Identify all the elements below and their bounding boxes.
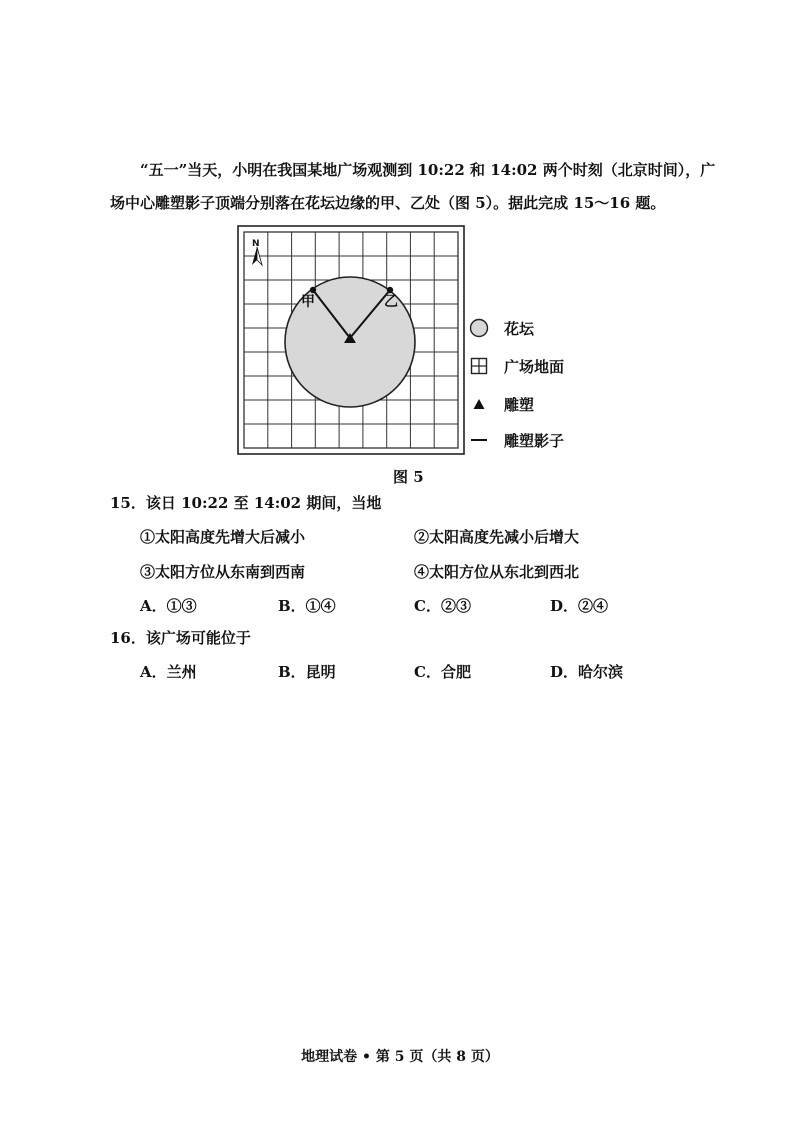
q15-choice-a: A．①③ — [140, 597, 197, 615]
q15-statement-1: ①太阳高度先增大后减小 — [140, 528, 306, 546]
plaza-diagram — [236, 224, 466, 456]
q16-choice-c: C．合肥 — [414, 663, 471, 681]
q15-choice-d: D．②④ — [550, 597, 609, 615]
point-yi-dot — [387, 287, 393, 293]
passage-line-2: 场中心雕塑影子顶端分别落在花坛边缘的甲、乙处（图 5）。据此完成 15～16 题。 — [110, 194, 666, 212]
line-icon — [468, 429, 490, 451]
triangle-icon — [468, 393, 490, 415]
point-jia-label: 甲 — [301, 294, 315, 310]
q16-choice-b: B．昆明 — [278, 663, 336, 681]
flowerbed-circle-icon — [468, 317, 490, 339]
q15-statement-2: ②太阳高度先减小后增大 — [414, 528, 580, 546]
q16-choice-a: A．兰州 — [140, 663, 197, 681]
legend-item-plaza — [468, 354, 564, 378]
figure-5-map — [236, 224, 466, 456]
point-jia-dot — [310, 287, 316, 293]
legend-label-flowerbed: 花坛 — [504, 319, 535, 338]
legend-label-plaza: 广场地面 — [504, 357, 565, 376]
point-yi-label: 乙 — [384, 294, 398, 310]
passage-line-1: “五一”当天，小明在我国某地广场观测到 10:22 和 14:02 两个时刻（北京时间），广 — [140, 161, 716, 179]
grid-square-icon — [468, 355, 490, 377]
legend-item-flowerbed — [468, 316, 534, 340]
page-footer: 地理试卷 • 第 5 页（共 8 页） — [301, 1049, 499, 1065]
question-15-stem: 15．该日 10:22 至 14:02 期间，当地 — [110, 494, 382, 512]
q16-choice-d: D．哈尔滨 — [550, 663, 624, 681]
q15-statement-3: ③太阳方位从东南到西南 — [140, 563, 306, 581]
question-16-stem: 16．该广场可能位于 — [110, 629, 251, 647]
figure-caption: 图 5 — [393, 468, 424, 486]
north-label: N — [252, 239, 260, 249]
q15-choice-c: C．②③ — [414, 597, 471, 615]
legend-label-statue: 雕塑 — [504, 395, 535, 414]
q15-statement-4: ④太阳方位从东北到西北 — [414, 563, 580, 581]
q15-choice-b: B．①④ — [278, 597, 336, 615]
legend-label-shadow: 雕塑影子 — [504, 431, 565, 450]
legend-item-shadow — [468, 428, 564, 452]
legend-item-statue — [468, 392, 534, 416]
